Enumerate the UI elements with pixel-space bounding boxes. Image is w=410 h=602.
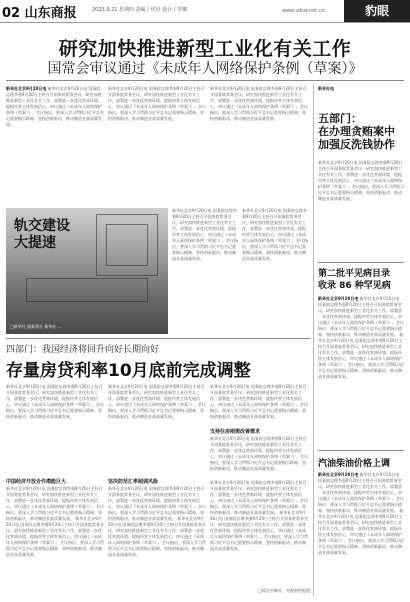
housing-headline: 存量房贷利率10月底前完成调整 bbox=[6, 361, 251, 381]
mid-body-text-2: 新华社北京9月20日电 国务院总理李强9月20日主持召开国务院常务会议，研究加快推进新型工业化有关工作，部署进一步优化营商环境，提振经营主体发展信心，审议通过《未成年人网络保护条例（草案）》。会议指出，要深入学习贯彻习近平总书记重要指示精神，坚持创新驱动，推动制造业高质量发展。 bbox=[242, 208, 308, 261]
housing-text-2c: 新华社北京9月20日电 国务院总理李强9月20日主持召开国务院常务会议，研究加快推进新型工业化有关工作，部署进一步优化营商环境，提振经营主体发展信心，审议通过《未成年人网络保护条例（草案）》。会议指出，要深入学习贯彻习近平总书记重要指示精神，坚持创新驱动，推动制造业高质量发展。 bbox=[108, 516, 206, 557]
right-mid-body bbox=[318, 296, 404, 446]
header-meta: 2023.9.21 星期四 责编 / 侯冠 设计 / 李娜 bbox=[92, 7, 187, 13]
main-body-col-1 bbox=[6, 86, 104, 204]
housing-col-3b bbox=[210, 436, 308, 476]
housing-text-1b: 新华社北京9月20日电 国务院总理李强9月20日主持召开国务院常务会议，研究加快推进新型工业化有关工作，部署进一步优化营商环境，提振经营主体发展信心，审议通过《未成年人网络保护条例（草案）》。会议指出，要深入学习贯彻习近平总书记重要指示精神，坚持创新驱动，推动制造业高质量发展。 bbox=[6, 486, 104, 521]
page-number-text: 02 bbox=[2, 6, 21, 21]
rule-top bbox=[6, 80, 404, 81]
mid-body-col-1 bbox=[172, 208, 238, 334]
right-mid-byline: 新华社北京9月20日电 bbox=[318, 296, 359, 301]
right-mid-headline-line1: 第二批平见病目录 bbox=[318, 269, 391, 279]
housing-col-1b bbox=[6, 486, 104, 594]
column-divider bbox=[313, 84, 314, 596]
housing-right-subhead: 支持住房刚需改善需求 bbox=[210, 429, 261, 435]
housing-col-3c bbox=[210, 480, 308, 584]
main-body-col-2 bbox=[108, 86, 206, 204]
main-subheadline: 国常会审议通过《未成年人网络保护条例（草案）》 bbox=[47, 61, 363, 77]
mid-body-text-1: 新华社北京9月20日电 国务院总理李强9月20日主持召开国务院常务会议，研究加快推进新型工业化有关工作，部署进一步优化营商环境，提振经营主体发展信心，审议通过《未成年人网络保护条例（草案）》。会议指出，要深入学习贯彻习近平总书记重要指示精神，坚持创新驱动，推动制造业高质量发展。 bbox=[172, 208, 238, 261]
right-mid-headline bbox=[318, 268, 406, 292]
rule-right-2 bbox=[318, 450, 404, 451]
housing-col-2b bbox=[108, 486, 206, 594]
housing-text-3d: 新华社北京9月20日电 国务院总理李强9月20日主持召开国务院常务会议，研究加快推进新型工业化有关工作，部署进一步优化营商环境，提振经营主体发展信心，审议通过《未成年人网络保护条例（草案）》。会议指出，要深入学习贯彻习近平总书记重要指示精神，坚持创新驱动，推动制造业高质量发展。 bbox=[210, 510, 308, 551]
right-mid-body-text: 新华社北京9月20日电 国务院总理李强9月20日主持召开国务院常务会议，研究加快推进新型工业化有关工作，部署进一步优化营商环境，提振经营主体发展信心，审议通过《未成年人网络保护条例（草案）》。会议指出，要深入学习贯彻习近平总书记重要指示精神，坚持创新驱动，推动制造业高质量发展。 bbox=[318, 296, 404, 337]
right-top-body bbox=[318, 160, 404, 256]
right-mid-body-text-2: 新华社北京9月20日电 国务院总理李强9月20日主持召开国务院常务会议，研究加快推进新型工业化有关工作，部署进一步优化营商环境，提振经营主体发展信心，审议通过《未成年人网络保护条例（草案）》。会议指出，要深入学习贯彻习近平总书记重要指示精神，坚持创新驱动，推动制造业高质量发展。 bbox=[318, 332, 404, 379]
photo-headline-line2: 大提速 bbox=[14, 235, 56, 251]
main-body-text-1: 新华社北京9月20日电 国务院总理李强9月20日主持召开国务院常务会议，研究加快推进新型工业化有关工作，部署进一步优化营商环境，提振经营主体发展信心，审议通过《未成年人网络保护条例（草案）》。会议指出，要深入学习贯彻习近平总书记重要指示精神，坚持创新驱动，推动制造业高质量发展。 bbox=[6, 86, 104, 127]
right-bottom-headline: 汽油柴油价格上调 bbox=[318, 459, 391, 469]
housing-kicker: 四部门：我国经济将回升向好长期向好 bbox=[6, 345, 160, 355]
housing-source: □综合中新社、央视财经报道 bbox=[258, 588, 310, 593]
mid-body-col-2 bbox=[242, 208, 308, 334]
photo-headline bbox=[14, 218, 70, 252]
main-body-text-2: 新华社北京9月20日电 国务院总理李强9月20日主持召开国务院常务会议，研究加快推进新型工业化有关工作，部署进一步优化营商环境，提振经营主体发展信心，审议通过《未成年人网络保护条例（草案）》。会议指出，要深入学习贯彻习近平总书记重要指示精神，坚持创新驱动，推动制造业高质量发展。 bbox=[108, 86, 206, 121]
header-url: www.sdsw.net.cn bbox=[282, 8, 325, 14]
right-top-body-text: 新华社北京9月20日电 国务院总理李强9月20日主持召开国务院常务会议，研究加快推进新型工业化有关工作，部署进一步优化营商环境，提振经营主体发展信心，审议通过《未成年人网络保护条例（草案）》。会议指出，要深入学习贯彻习近平总书记重要指示精神，坚持创新驱动，推动制造业高质量发展。 bbox=[318, 160, 404, 201]
housing-text-2: 新华社北京9月20日电 国务院总理李强9月20日主持召开国务院常务会议，研究加快推进新型工业化有关工作，部署进一步优化营商环境，提振经营主体发展信心，审议通过《未成年人网络保护条例（草案）》。会议指出，要深入学习贯彻习近平总书记重要指示精神，坚持创新驱动，推动制造业高质量发展。 bbox=[108, 384, 206, 419]
housing-mid-subhead: 坚决防范汇率超调风险 bbox=[108, 479, 159, 485]
right-top-headline bbox=[318, 112, 406, 151]
right-bottom-body-text-2: 新华社北京9月20日电 国务院总理李强9月20日主持召开国务院常务会议，研究加快推进新型工业化有关工作，部署进一步优化营商环境，提振经营主体发展信心，审议通过《未成年人网络保护条例（草案）》。会议指出，要深入学习贯彻习近平总书记重要指示精神，坚持创新驱动，推动制造业高质量发展。 bbox=[318, 508, 404, 555]
housing-text-3b: 新华社北京9月20日电 国务院总理李强9月20日主持召开国务院常务会议，研究加快推进新型工业化有关工作，部署进一步优化营商环境，提振经营主体发展信心，审议通过《未成年人网络保护条例（草案）》。会议指出，要深入学习贯彻习近平总书记重要指示精神，坚持创新驱动，推动制造业高质量发展。 bbox=[210, 436, 308, 471]
main-body-text-3: 新华社北京9月20日电 国务院总理李强9月20日主持召开国务院常务会议，研究加快推进新型工业化有关工作，部署进一步优化营商环境，提振经营主体发展信心，审议通过《未成年人网络保护条例（草案）》。会议指出，要深入学习贯彻习近平总书记重要指示精神，坚持创新驱动，推动制造业高质量发展。 bbox=[210, 86, 308, 121]
main-headline: 研究加快推进新型工业化有关工作 bbox=[58, 38, 352, 60]
photo-headline-line1: 轨交建设 bbox=[14, 218, 70, 234]
right-bottom-body bbox=[318, 472, 404, 594]
housing-col-2 bbox=[108, 384, 206, 476]
right-top-headline-line2: 在办理贪贿案中 bbox=[318, 125, 395, 138]
paper-name: 山东商报 bbox=[24, 6, 77, 21]
page-number bbox=[2, 2, 77, 21]
main-body-col-3 bbox=[210, 86, 308, 204]
photo-construction bbox=[6, 208, 168, 334]
photo-caption: □新华社 据新华社 新华社 ... bbox=[10, 324, 62, 329]
section-label: 豹眼 bbox=[344, 0, 410, 22]
housing-text-2b: 新华社北京9月20日电 国务院总理李强9月20日主持召开国务院常务会议，研究加快推进新型工业化有关工作，部署进一步优化营商环境，提振经营主体发展信心，审议通过《未成年人网络保护条例（草案）》。会议指出，要深入学习贯彻习近平总书记重要指示精神，坚持创新驱动，推动制造业高质量发展。 bbox=[108, 486, 206, 521]
right-top-headline-line1: 五部门： bbox=[318, 112, 362, 125]
rule-mid bbox=[6, 338, 310, 339]
right-bottom-body-text: 新华社北京9月20日电 国务院总理李强9月20日主持召开国务院常务会议，研究加快推进新型工业化有关工作，部署进一步优化营商环境，提振经营主体发展信心，审议通过《未成年人网络保护条例（草案）》。会议指出，要深入学习贯彻习近平总书记重要指示精神，坚持创新驱动，推动制造业高质量发展。 bbox=[318, 472, 404, 513]
housing-col-1 bbox=[6, 384, 104, 476]
housing-text-1: 新华社北京9月20日电 国务院总理李强9月20日主持召开国务院常务会议，研究加快推进新型工业化有关工作，部署进一步优化营商环境，提振经营主体发展信心，审议通过《未成年人网络保护条例（草案）》。会议指出，要深入学习贯彻习近平总书记重要指示精神，坚持创新驱动，推动制造业高质量发展。 bbox=[6, 384, 104, 419]
housing-col-3 bbox=[210, 384, 308, 424]
main-byline: 新华社北京9月20日电 bbox=[6, 86, 47, 91]
right-top-byline: 新华社电 bbox=[318, 86, 334, 91]
rule-right-1 bbox=[318, 262, 404, 263]
right-mid-headline-line2: 收录 86 种罕见病 bbox=[318, 281, 391, 291]
housing-text-3c: 新华社北京9月20日电 国务院总理李强9月20日主持召开国务院常务会议，研究加快推进新型工业化有关工作，部署进一步优化营商环境，提振经营主体发展信心，审议通过《未成年人网络保护条例（草案）》。会议指出，要深入学习贯彻习近平总书记重要指示精神，坚持创新驱动，推动制造业高质量发展。 bbox=[210, 480, 308, 515]
housing-text-3: 新华社北京9月20日电 国务院总理李强9月20日主持召开国务院常务会议，研究加快推进新型工业化有关工作，部署进一步优化营商环境，提振经营主体发展信心，审议通过《未成年人网络保护条例（草案）》。会议指出，要深入学习贯彻习近平总书记重要指示精神，坚持创新驱动，推动制造业高质量发展。 bbox=[210, 384, 308, 419]
housing-text-1c: 新华社北京9月20日电 国务院总理李强9月20日主持召开国务院常务会议，研究加快推进新型工业化有关工作，部署进一步优化营商环境，提振经营主体发展信心，审议通过《未成年人网络保护条例（草案）》。会议指出，要深入学习贯彻习近平总书记重要指示精神，坚持创新驱动，推动制造业高质量发展。 bbox=[6, 516, 104, 557]
right-top-headline-line3: 加强反洗钱协作 bbox=[318, 138, 395, 151]
right-bottom-byline: 新华社北京9月20日电 bbox=[318, 472, 359, 477]
housing-subhead: 中国经济开放合作潜能巨大 bbox=[6, 479, 67, 485]
